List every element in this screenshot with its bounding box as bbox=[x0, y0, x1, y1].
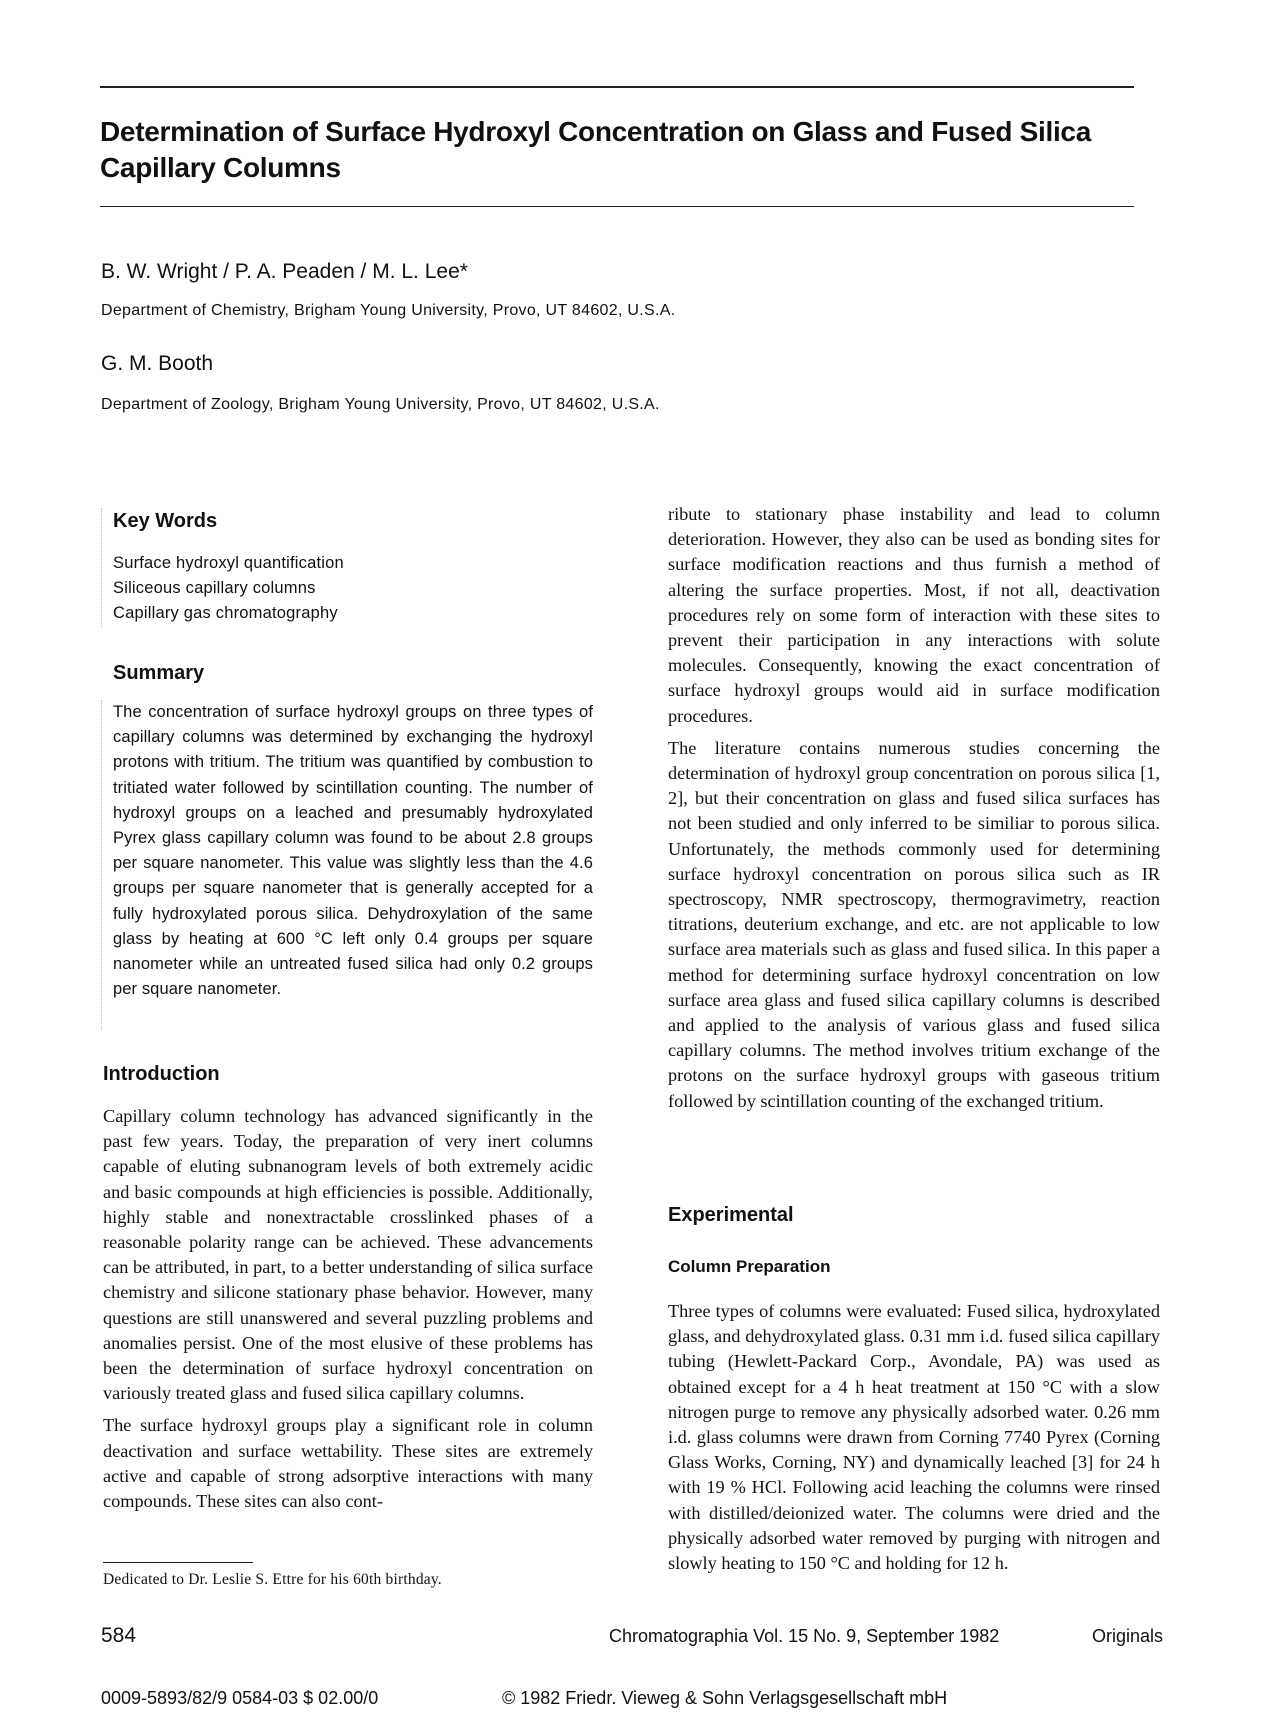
key-word-item: Siliceous capillary columns bbox=[113, 579, 316, 597]
paper-title bbox=[100, 114, 1150, 186]
title-line-2: Capillary Columns bbox=[100, 152, 341, 183]
footnote: Dedicated to Dr. Leslie S. Ettre for his 60th birthday. bbox=[103, 1571, 442, 1588]
key-words-heading: Key Words bbox=[113, 510, 218, 532]
summary-text: The concentration of surface hydroxyl groups on three types of capillary columns was determined by exchanging the hydroxyl protons with tritium. The tritium was quantified by combustion to tritiated water followed by scintillation counting. The number of hydroxyl groups on a leached and presumably hydroxylated Pyrex glass capillary column was found to be about 2.8 groups per square nanometer. This value was slightly less than the 4.6 groups per square nanometer that is generally accepted for a fully hydroxylated porous silica. Dehydroxylation of the same glass by heating at 600 °C left only 0.4 groups per square nanometer while an untreated fused silica had only 0.2 groups per square nanometer. bbox=[113, 703, 593, 999]
title-line-1: Determination of Surface Hydroxyl Concentration on Glass and Fused Silica bbox=[100, 116, 1091, 147]
key-words-box-edge bbox=[101, 508, 102, 628]
author-names-1: B. W. Wright / P. A. Peaden / M. L. Lee* bbox=[101, 260, 468, 283]
column-preparation-paragraph: Three types of columns were evaluated: Fused silica, hydroxylated glass, and dehydroxylated glass. 0.31 mm i.d. fused silica capillary tubing (Hewlett-Packard Corp., Avondale, PA) was used as obtained except for a 4 h heat treatment at 150 °C with a slow nitrogen purge to remove any physically adsorbed water. 0.26 mm i.d. glass columns were drawn from Corning 7740 Pyrex (Corning Glass Works, Corning, NY) and dynamically leached [3] for 24 h with 19 % HCl. Following acid leaching the columns were rinsed with distilled/deionized water. The columns were dried and the physically adsorbed water removed by purging with nitrogen and slowly heating to 150 °C and holding for 12 h. bbox=[668, 1301, 1160, 1574]
page-number: 584 bbox=[101, 1624, 137, 1647]
issn-price: 0009-5893/82/9 0584-03 $ 02.00/0 bbox=[101, 1688, 379, 1708]
column-preparation-body bbox=[668, 1299, 1160, 1583]
introduction-body-left bbox=[103, 1104, 593, 1521]
introduction-paragraph-2: The surface hydroxyl groups play a significant role in column deactivation and surface wettability. These sites are extremely active and capable of strong adsorptive interactions with many compounds. These sites can also cont- bbox=[103, 1415, 593, 1512]
key-word-item: Surface hydroxyl quantification bbox=[113, 554, 344, 572]
top-rule bbox=[100, 86, 1134, 88]
author-names-2: G. M. Booth bbox=[101, 352, 214, 375]
key-word-item: Capillary gas chromatography bbox=[113, 604, 338, 622]
key-words-list bbox=[113, 551, 344, 626]
footnote-rule bbox=[103, 1562, 253, 1563]
column-preparation-heading: Column Preparation bbox=[668, 1257, 831, 1276]
introduction-paragraph-2-continued: ribute to stationary phase instability and lead to column deterioration. However, they also can be used as bonding sites for surface modification reactions and thus furnish a method of altering the surface properties. Most, if not all, deactivation procedures rely on some form of interaction with these sites to prevent their participation in any interactions with solute molecules. Consequently, knowing the exact concentration of surface hydroxyl groups would aid in surface modification procedures. bbox=[668, 504, 1160, 726]
section-label: Originals bbox=[1091, 1626, 1163, 1646]
author-affiliation-2: Department of Zoology, Brigham Young University, Provo, UT 84602, U.S.A. bbox=[101, 396, 660, 413]
title-rule bbox=[100, 206, 1134, 207]
introduction-paragraph-1: Capillary column technology has advanced significantly in the past few years. Today, the preparation of very inert columns capable of eluting subnanogram levels of both extremely acidic and basic compounds at high efficiencies is possible. Additionally, highly stable and nonextractable crosslinked phases of a reasonable polarity range can be achieved. These advancements can be attributed, in part, to a better understanding of silica surface chemistry and silicone stationary phase behavior. However, many questions are still unanswered and several puzzling problems and anomalies persist. One of the most elusive of these problems has been the determination of surface hydroxyl concentration on variously treated glass and fused silica capillary columns. bbox=[103, 1106, 593, 1404]
copyright-notice: © 1982 Friedr. Vieweg & Sohn Verlagsgesellschaft mbH bbox=[502, 1688, 948, 1708]
introduction-body-right bbox=[668, 502, 1160, 1121]
introduction-heading: Introduction bbox=[103, 1063, 220, 1085]
introduction-paragraph-3: The literature contains numerous studies concerning the determination of hydroxyl group concentration on porous silica [1, 2], but their concentration on glass and fused silica surfaces has not been studied and only inferred to be similiar to porous silica. Unfortunately, the methods commonly used for determining surface hydroxyl concentration on porous silica such as IR spectroscopy, NMR spectroscopy, thermogravimetry, reaction titrations, deuterium exchange, and etc. are not applicable to low surface area materials such as glass and fused silica. In this paper a method for determining surface hydroxyl concentration on low surface area glass and fused silica capillary columns is described and applied to the analysis of various glass and fused silica capillary columns. The method involves tritium exchange of the protons on the surface hydroxyl groups with gaseous tritium followed by scintillation counting of the exchanged tritium. bbox=[668, 737, 1160, 1111]
author-affiliation-1: Department of Chemistry, Brigham Young University, Provo, UT 84602, U.S.A. bbox=[101, 302, 676, 319]
experimental-heading: Experimental bbox=[668, 1204, 794, 1226]
summary-box-edge bbox=[101, 700, 102, 1030]
journal-citation: Chromatographia Vol. 15 No. 9, September 1982 bbox=[609, 1626, 1000, 1646]
summary-heading: Summary bbox=[113, 662, 205, 684]
